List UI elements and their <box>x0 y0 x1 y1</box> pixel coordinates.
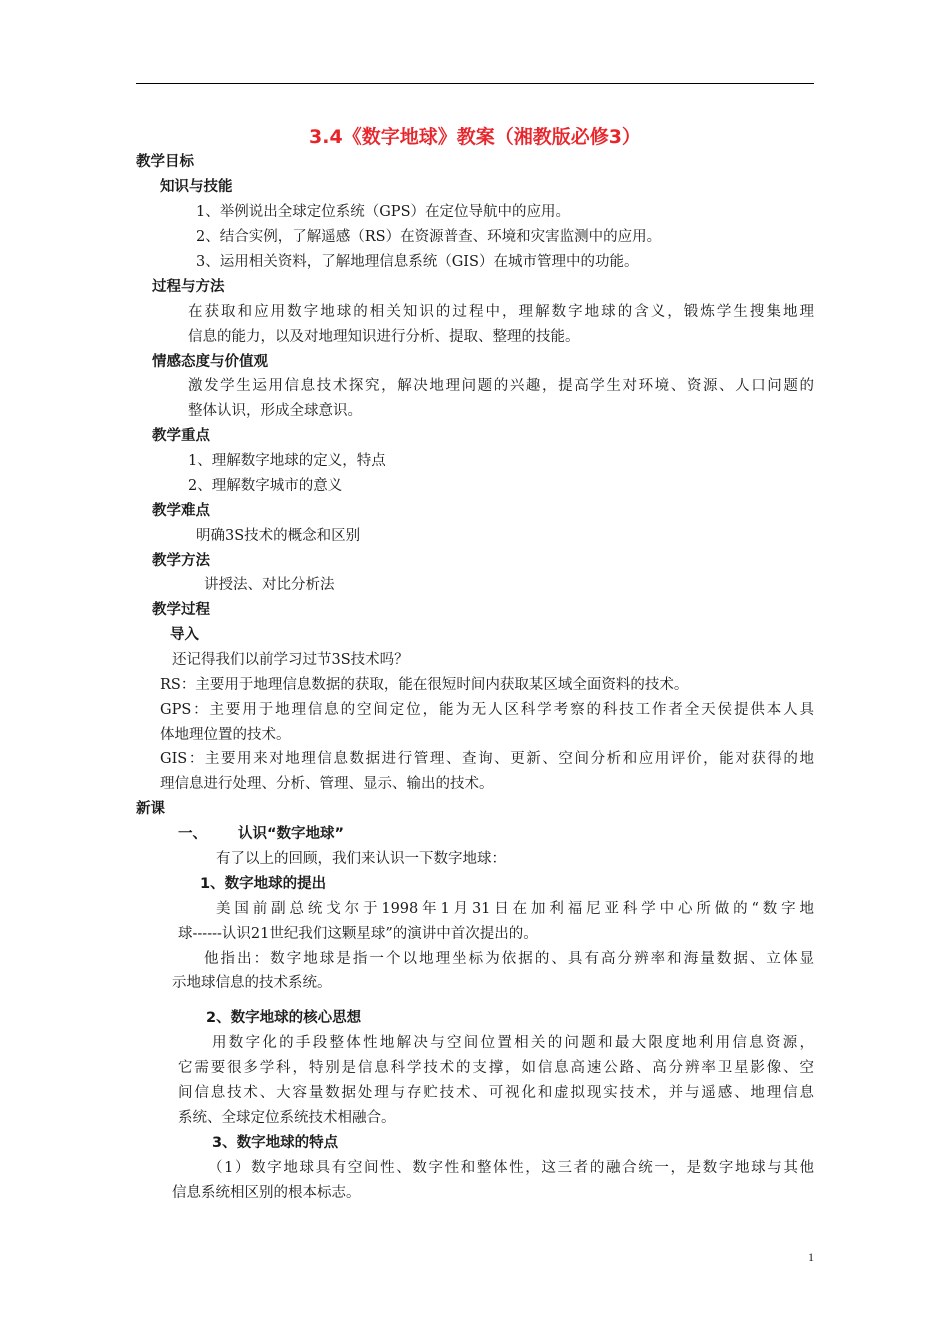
difficulty-heading: 教学难点 <box>152 503 210 519</box>
keypoint-1: 1、理解数字地球的定义，特点 <box>188 453 386 469</box>
gis-text-line-2: 理信息进行处理、分析、管理、显示、输出的技术。 <box>160 776 494 792</box>
page-number: 1 <box>808 1250 814 1264</box>
goals-heading: 教学目标 <box>136 154 194 170</box>
intro-question: 还记得我们以前学习过节3S技术吗？ <box>172 652 409 668</box>
keypoint-2: 2、理解数字城市的意义 <box>188 478 343 494</box>
sub1-heading: 1、数字地球的提出 <box>200 876 327 892</box>
process-text-line-2: 信息的能力，以及对地理知识进行分析、提取、整理的技能。 <box>188 329 580 345</box>
sub2-text-line-1: 用数字化的手段整体性地解决与空间位置相关的问题和最大限度地利用信息资源， <box>212 1035 814 1051</box>
document-title: 3.4《数字地球》教案（湘教版必修3） <box>309 126 641 148</box>
part1-title: 认识“数字地球” <box>238 826 345 842</box>
method-heading: 教学方法 <box>152 553 210 569</box>
emotion-text-line-2: 整体认识，形成全球意识。 <box>188 403 362 419</box>
knowledge-item-1: 1、举例说出全球定位系统（GPS）在定位导航中的应用。 <box>196 204 570 220</box>
intro-heading: 导入 <box>170 627 199 643</box>
emotion-text-line-1: 激发学生运用信息技术探究，解决地理问题的兴趣，提高学生对环境、资源、人口问题的 <box>188 378 814 394</box>
gps-text-line-2: 体地理位置的技术。 <box>160 727 291 743</box>
sub1-text2-line-2: 示地球信息的技术系统。 <box>172 975 332 991</box>
rs-text: RS：主要用于地理信息数据的获取，能在很短时间内获取某区域全面资料的技术。 <box>160 677 689 693</box>
procedure-heading: 教学过程 <box>152 602 210 618</box>
sub3-heading: 3、数字地球的特点 <box>212 1135 339 1151</box>
gps-text-line-1: GPS：主要用于地理信息的空间定位，能为无人区科学考察的科技工作者全天侯提供本人具 <box>160 702 814 718</box>
sub3-text-line-1: （1）数字地球具有空间性、数字性和整体性，这三者的融合统一，是数字地球与其他 <box>208 1160 814 1176</box>
knowledge-item-3: 3、运用相关资料，了解地理信息系统（GIS）在城市管理中的功能。 <box>196 254 639 270</box>
part1-number: 一、 <box>178 826 207 842</box>
new-lesson-heading: 新课 <box>136 801 165 817</box>
sub1-text-line-2: 球------认识21世纪我们这颗星球”的演讲中首次提出的。 <box>178 926 538 942</box>
header-rule <box>136 83 814 84</box>
sub3-text-line-2: 信息系统相区别的根本标志。 <box>172 1185 361 1201</box>
knowledge-item-2: 2、结合实例，了解遥感（RS）在资源普查、环境和灾害监测中的应用。 <box>196 229 662 245</box>
knowledge-heading: 知识与技能 <box>160 179 233 195</box>
emotion-heading: 情感态度与价值观 <box>152 354 268 370</box>
part1-intro: 有了以上的回顾，我们来认识一下数字地球： <box>216 851 506 867</box>
sub2-heading: 2、数字地球的核心思想 <box>206 1010 362 1026</box>
keypoints-heading: 教学重点 <box>152 428 210 444</box>
difficulty-text: 明确3S技术的概念和区别 <box>196 528 361 544</box>
sub1-text2-line-1: 他指出：数字地球是指一个以地理坐标为依据的、具有高分辨率和海量数据、立体显 <box>204 951 814 967</box>
sub2-text-line-3: 间信息技术、大容量数据处理与存贮技术、可视化和虚拟现实技术，并与遥感、地理信息 <box>178 1085 814 1101</box>
sub2-text-line-4: 系统、全球定位系统技术相融合。 <box>178 1110 396 1126</box>
method-text: 讲授法、对比分析法 <box>204 577 335 593</box>
gis-text-line-1: GIS：主要用来对地理信息数据进行管理、查询、更新、空间分析和应用评价，能对获得的地 <box>160 751 814 767</box>
sub1-text-line-1: 美国前副总统戈尔于1998年1月31日在加利福尼亚科学中心所做的“数字地 <box>216 901 814 917</box>
process-heading: 过程与方法 <box>152 279 225 295</box>
sub2-text-line-2: 它需要很多学科，特别是信息科学技术的支撑，如信息高速公路、高分辨率卫星影像、空 <box>178 1060 814 1076</box>
process-text-line-1: 在获取和应用数字地球的相关知识的过程中，理解数字地球的含义，锻炼学生搜集地理 <box>188 304 814 320</box>
